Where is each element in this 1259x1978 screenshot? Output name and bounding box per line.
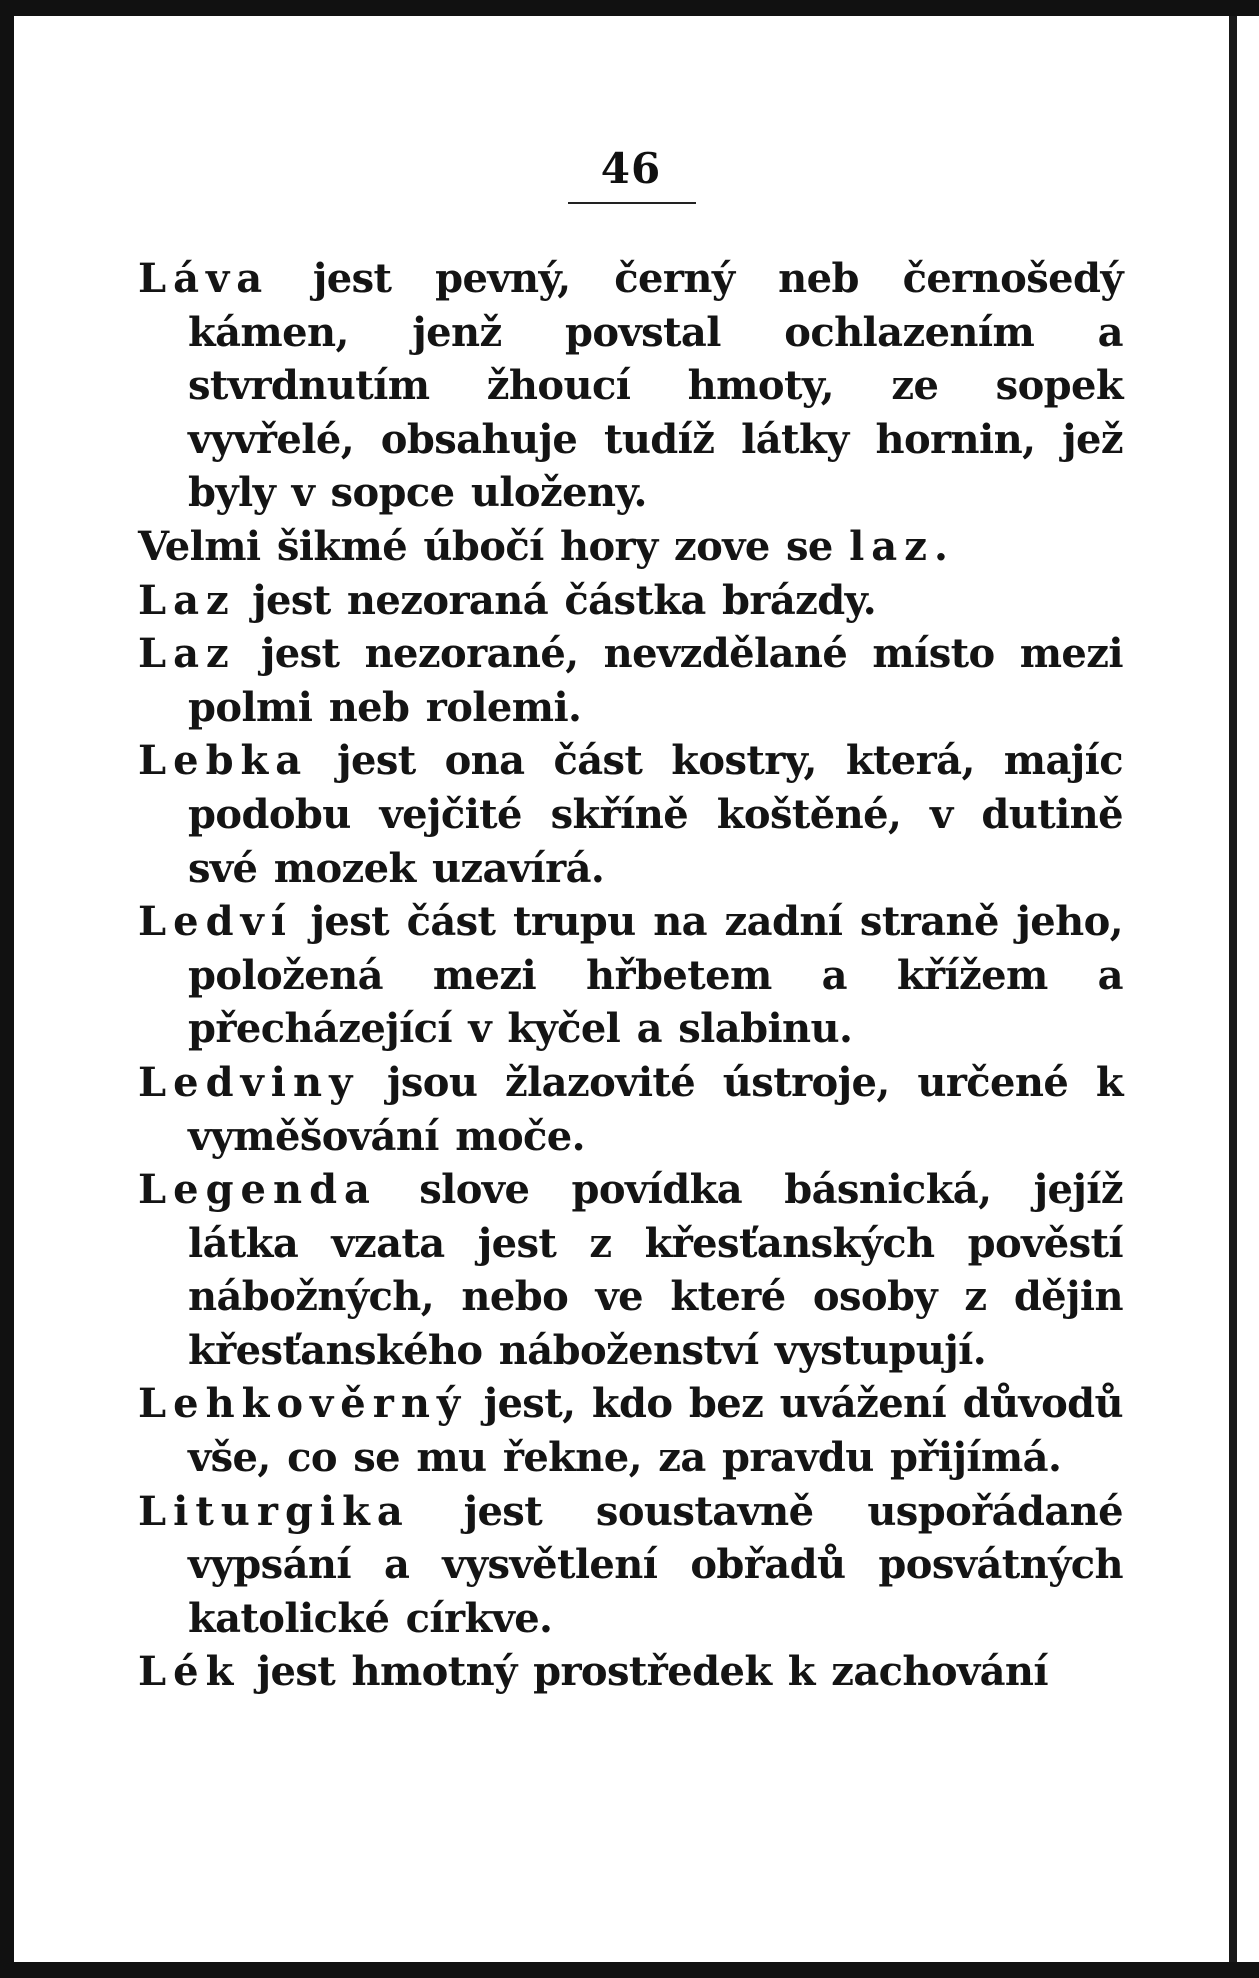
entry-term: Lék: [138, 1648, 241, 1696]
entry-text-end: .: [933, 522, 948, 570]
entry-text: slove povídka básnická, jejíž látka vzata jest z křesťanských pověstí nábožných, nebo ve které osoby z dějin křesťanského náboženství vystupují.: [188, 1166, 1123, 1374]
entry-text: jest část trupu na zadní straně jeho, položená mezi hřbetem a křížem a přecházející v kyčel a slabinu.: [188, 898, 1123, 1053]
page-number: 46: [600, 144, 662, 193]
entry-lava: [138, 252, 1123, 520]
entry-term: Liturgika: [138, 1487, 410, 1535]
entry-term: Ledviny: [138, 1058, 360, 1106]
entry-legenda: [138, 1163, 1123, 1377]
entry-term: Laz: [138, 630, 236, 678]
entry-term: laz: [849, 522, 934, 570]
page-number-underline: [568, 202, 696, 204]
entry-text: jest nezoraná částka brázdy.: [235, 576, 877, 624]
entry-text: jest pevný, černý neb černošedý kámen, jenž povstal ochlazením a stvrdnutím žhoucí hmoty, ze sopek vyvřelé, obsahuje tudíž látky hornin, jež byly v sopce uloženy.: [188, 255, 1123, 517]
entry-term: Ledví: [138, 898, 293, 946]
entry-lebka: [138, 734, 1123, 895]
entry-laz-definition: [138, 520, 1123, 574]
page-edge: [1229, 16, 1259, 1962]
entry-term: Lehkověrný: [138, 1380, 468, 1428]
entry-term: Laz: [138, 576, 236, 624]
entry-text: Velmi šikmé úbočí hory zove se: [138, 522, 850, 570]
entry-text: jest nezorané, nevzdělané místo mezi polmi neb rolemi.: [188, 630, 1123, 731]
dictionary-entries: [138, 252, 1123, 1699]
entry-text: jsou žlazovité ústroje, určené k vyměšování moče.: [188, 1058, 1123, 1160]
entry-lehkoverny: [138, 1377, 1123, 1484]
entry-text: jest, kdo bez uvážení důvodů vše, co se mu řekne, za pravdu přijímá.: [188, 1380, 1123, 1482]
entry-term: Láva: [138, 255, 270, 302]
entry-laz-2: [138, 627, 1123, 734]
entry-ledvi: [138, 895, 1123, 1056]
entry-text: jest soustavně uspořádané vypsání a vysvětlení obřadů posvátných katolické církve.: [188, 1487, 1123, 1642]
entry-laz-1: [138, 574, 1123, 628]
entry-ledviny: [138, 1056, 1123, 1163]
entry-term: Legenda: [138, 1166, 377, 1214]
entry-text: jest hmotný prostředek k zachování: [240, 1648, 1049, 1696]
entry-lek: [138, 1645, 1123, 1699]
entry-term: Lebka: [138, 737, 309, 785]
entry-text: jest ona část kostry, která, majíc podobu vejčité skříně koštěné, v dutině své mozek uzavírá.: [188, 737, 1123, 892]
entry-liturgika: [138, 1485, 1123, 1646]
book-page: [14, 16, 1229, 1962]
